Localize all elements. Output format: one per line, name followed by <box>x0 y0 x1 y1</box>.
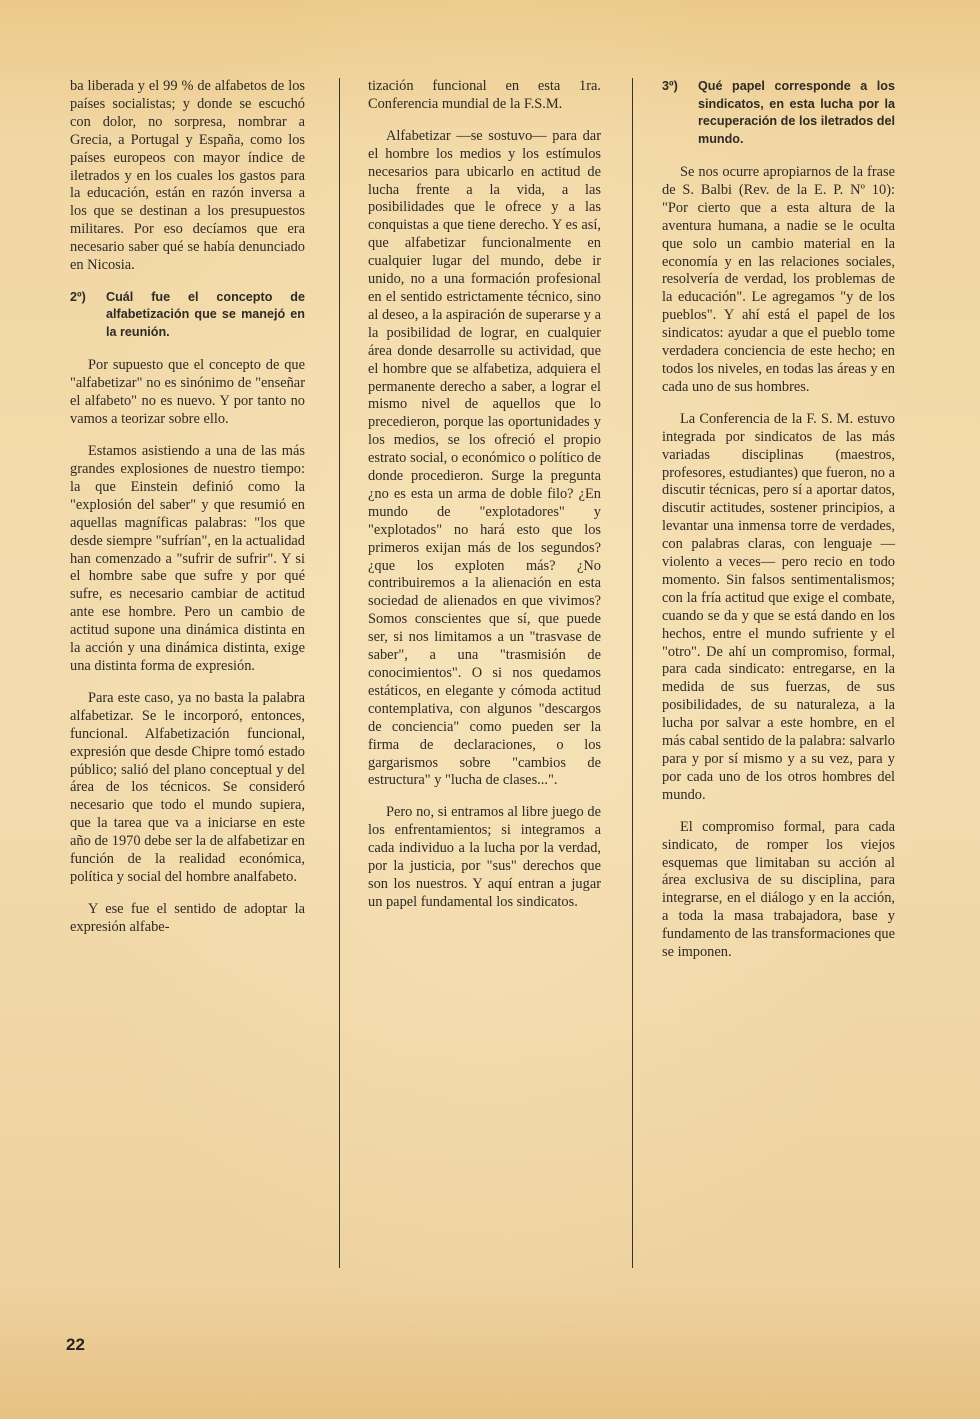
section-heading-3 <box>662 78 895 148</box>
paragraph: Pero no, si entramos al libre juego de los enfrentamientos; si integramos a cada individuo a la lucha por la verdad, por la justicia, por "sus" derechos que son los nuestros. Y aquí entran a jugar un papel fundamental los sindicatos. <box>368 804 601 910</box>
paragraph: Para este caso, ya no basta la palabra alfabetizar. Se le incorporó, entonces, funcional. Alfabetización funcional, expresión que desde Chipre tomó estado público; salió del plano conceptual y del área de los técnicos. Se consideró necesario que todo el mundo supiera, que la tarea que va a iniciarse en este año de 1970 debe ser la de alfabetizar en función de la realidad económica, política y social del hombre analfabeto. <box>70 689 305 885</box>
text-column-1 <box>70 78 305 951</box>
paragraph: tización funcional en esta 1ra. Conferencia mundial de la F.S.M. <box>368 78 601 112</box>
paragraph: Se nos ocurre apropiarnos de la frase de S. Balbi (Rev. de la E. P. Nº 10): "Por cierto que a esta altura de la aventura humana, a nadie se le oculta que solo un cambio material en la economía y en las relaciones sociales, resolvería de verdad, los problemas de la educación". Le agregamos "y de los pueblos". Y ahí está el papel de los sindicatos: ayudar a que el pueblo tome verdadera conciencia de este hecho; en todos los niveles, en todas las áreas y en cada uno de sus hombres. <box>662 164 895 395</box>
page-number: 22 <box>66 1335 85 1354</box>
section-heading-2 <box>70 289 305 342</box>
paragraph: Alfabetizar —se sostuvo— para dar el hombre los medios y los estímulos necesarios para ubicarlo en actitud de lucha frente a la vida, a las posibilidades que le ofrece y a las conquistas a que tiene derecho. Y es así, que alfabetizar funcionalmente en cualquier lugar del mundo, debe ir unido, no a una formación profesional en el sentido estrictamente técnico, sino al deseo, a la aspiración de superarse y a la posibilidad de lograr, en cualquier área donde desarrolle su actividad, que el hombre que se alfabetiza, adquiera el permanente derecho a saber, a lograr el mismo nivel de aquellos que lo precedieron, porque las oportunidades y los medios, se los ofreció el propio estrato social, o económico o político de donde procedieron. Surge la pregunta ¿no es esta un arma de doble filo? ¿En mundo de "explotadores" y "explotados" no hará esto que los primeros exijan más de los segundos? ¿que los exploten más? ¿No contribuiremos a la alienación en esta sociedad de alienados en que vivimos? Somos conscientes que sí, que puede ser, si nos limitamos a un "trasvase de saber", a una "trasmisión de conocimientos". O si nos quedamos estáticos, en elegante y cómoda actitud contemplativa, con algunos "descargos de conciencia" como pueden ser la firma de declaraciones, o los gargarismos sobre "cambios de estructura" y "lucha de clases...". <box>368 127 601 789</box>
paragraph: ba liberada y el 99 % de alfabetos de los países socialistas; y donde se escuchó con dolor, no sorpresa, nombrar a Grecia, a Portugal y España, como los países europeos con mayor índice de iletrados y en los cuales los gastos para la educación, están en razón inversa a los que se destinan a los presupuestos militares. Por eso decíamos que era necesario saber qué se había denunciado en Nicosia. <box>70 78 305 274</box>
paragraph: El compromiso formal, para cada sindicato, de romper los viejos esquemas que limitaban su acción al área exclusiva de su disciplina, para integrarse, en el diálogo y en la acción, a toda la masa trabajadora, base y fundamento de las transformaciones que se imponen. <box>662 818 895 961</box>
text-column-2 <box>368 78 601 926</box>
column-divider <box>339 78 340 1268</box>
heading-number: 2º) <box>70 289 86 304</box>
paragraph: La Conferencia de la F. S. M. estuvo integrada por sindicatos de las más variadas disciplinas (maestros, profesores, estudiantes) que fueron, no a discutir técnicas, pero sí a aportar datos, discutir actitudes, sostener principios, a levantar una inmensa torre de verdades, con palabras claras, con lenguaje —violento a veces— pero recio en todo momento. Sin falsos sentimentalismos; con la fría actitud que exige el combate, cuando se da y que se está dando en los hechos, entre el mundo sufriente y el "otro". De ahí un compromiso, formal, para cada sindicato: entregarse, en la medida de sus fuerzas, de sus posibilidades, de su naturaleza, a la lucha por salvar a este hombre, en el más cabal sentido de la palabra: salvarlo para y por sí mismo y a su vez, para y por cada uno de los otros hombres del mundo. <box>662 410 895 803</box>
column-divider <box>632 78 633 1268</box>
heading-number: 3º) <box>662 79 678 93</box>
heading-text: Qué papel corresponde a los sindicatos, en esta lucha por la recuperación de los iletrados del mundo. <box>698 79 895 146</box>
paragraph: Estamos asistiendo a una de las más grandes explosiones de nuestro tiempo: la que Einstein definió como la "explosión del saber" y que resumió en aquellas magníficas palabras: "los que desde siempre "sufrían", en la actualidad han comenzado a "sufrir de sufrir". Y si el hombre sabe que sufre y por qué sufre, es necesario cambiar de actitud ante ese hombre. Pero un cambio de actitud supone una dinámica distinta en la acción y una dinámica distinta, exige una distinta forma de expresión. <box>70 443 305 674</box>
text-column-3 <box>662 78 895 976</box>
paragraph: Y ese fue el sentido de adoptar la expresión alfabe- <box>70 900 305 935</box>
paragraph: Por supuesto que el concepto de que "alfabetizar" no es sinónimo de "enseñar el alfabeto" no es nuevo. Y por tanto no vamos a teorizar sobre ello. <box>70 357 305 428</box>
heading-text: Cuál fue el concepto de alfabetización que se manejó en la reunión. <box>106 289 305 339</box>
